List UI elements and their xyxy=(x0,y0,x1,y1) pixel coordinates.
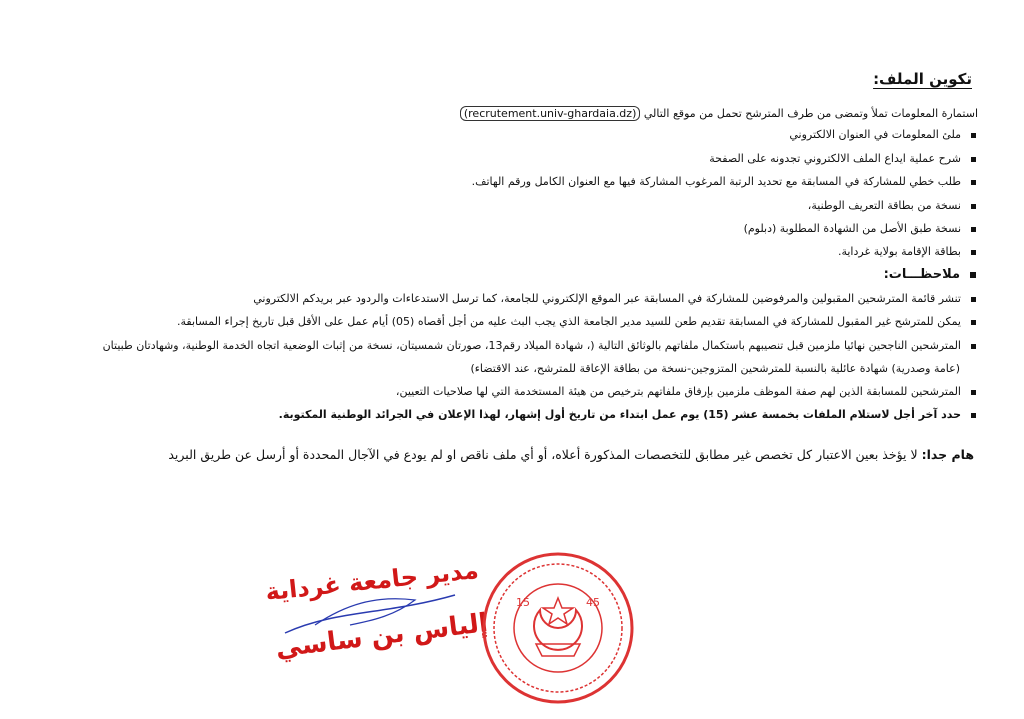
bullet-icon xyxy=(971,250,976,255)
important-text: لا يؤخذ بعين الاعتبار كل تخصص غير مطابق للتخصصات المذكورة أعلاه، أو أي ملف ناقص او لم يودع في الآجال المحددة أو أرسل عن طريق البريد xyxy=(168,447,918,462)
signature-title: مدير جامعة غرداية xyxy=(264,555,480,607)
note-item: تنشر قائمة المترشحين المقبولين والمرفوضين للمشاركة في المسابقة عبر الموقع الإلكتروني للجامعة، كما ترسل الاستدعاءات والردود عبر بريدكم الالكتروني xyxy=(46,292,976,305)
bullet-icon xyxy=(971,133,976,138)
note-item-continued: (عامة وصدرية) شهادة عائلية بالنسبة للمترشحين المتزوجين-نسخة من بطاقة الإعاقة للمترشح، عند الاقتضاء) xyxy=(470,362,960,375)
note-item: المترشحين للمسابقة الذين لهم صفة الموظف ملزمين بإرفاق ملفاتهم بترخيص من هيئة المستخدمة التي لها صلاحيات التعيين، xyxy=(46,385,976,398)
intro-text: استمارة المعلومات تملأ وتمضى من طرف المترشح تحمل من موقع التالي xyxy=(643,107,978,120)
bullet-icon xyxy=(971,320,976,325)
bullet-icon xyxy=(971,390,976,395)
list-item: شرح عملية ايداع الملف الالكتروني تجدونه على الصفحة xyxy=(46,152,976,165)
important-note xyxy=(54,447,974,462)
bullet-icon xyxy=(971,297,976,302)
list-item: نسخة طبق الأصل من الشهادة المطلوبة (دبلوم) xyxy=(46,222,976,235)
list-item: طلب خطي للمشاركة في المسابقة مع تحديد الرتبة المرغوب المشاركة فيها مع العنوان الكامل ورقم الهاتف. xyxy=(46,175,976,188)
bullet-icon xyxy=(970,272,976,278)
note-item: المترشحين الناجحين نهائيا ملزمين قبل تنصيبهم باستكمال ملفاتهم بالوثائق التالية (، شهادة الميلاد رقم13، صورتان شمسيتان، نسخة من إثبات الوضعية اتجاه الخدمة الوطنية، وشهادتان طبيتان xyxy=(46,339,976,352)
bullet-icon xyxy=(971,180,976,185)
important-label: هام جدا: xyxy=(921,447,974,462)
notes-heading: ملاحظـــات: xyxy=(884,267,976,282)
website-link[interactable]: (recrutement.univ-ghardaia.dz) xyxy=(460,106,641,121)
bullet-icon xyxy=(971,227,976,232)
list-item: نسخة من بطاقة التعريف الوطنية، xyxy=(46,199,976,212)
note-item: يمكن للمترشح غير المقبول للمشاركة في المسابقة تقديم طعن للسيد مدير الجامعة الذي يجب البث عليه من أجل أقصاه (05) أيام عمل على الأقل قبل تاريخ إجراء المسابقة. xyxy=(46,315,976,328)
official-seal-icon xyxy=(478,548,638,708)
bullet-icon xyxy=(971,204,976,209)
signature-scribble-icon xyxy=(255,555,475,675)
note-item-deadline: حدد آخر أجل لاستلام الملفات بخمسة عشر (15) يوم عمل ابتداء من تاريخ أول إشهار، لهذا الإعلان في الجرائد الوطنية المكتوبة. xyxy=(46,408,976,421)
section-heading: تكوين الملف: xyxy=(873,70,972,88)
signature xyxy=(255,555,490,675)
bullet-icon xyxy=(971,344,976,349)
bullet-icon xyxy=(971,413,976,418)
list-item: بطاقة الإقامة بولاية غرداية. xyxy=(46,245,976,258)
signature-name: إلياس بن ساسي xyxy=(273,608,490,664)
bullet-icon xyxy=(971,157,976,162)
intro-line xyxy=(48,107,978,120)
svg-text:15: 15 xyxy=(516,596,530,609)
svg-text:45: 45 xyxy=(586,596,600,609)
list-item: ملئ المعلومات في العنوان الالكتروني xyxy=(46,128,976,141)
